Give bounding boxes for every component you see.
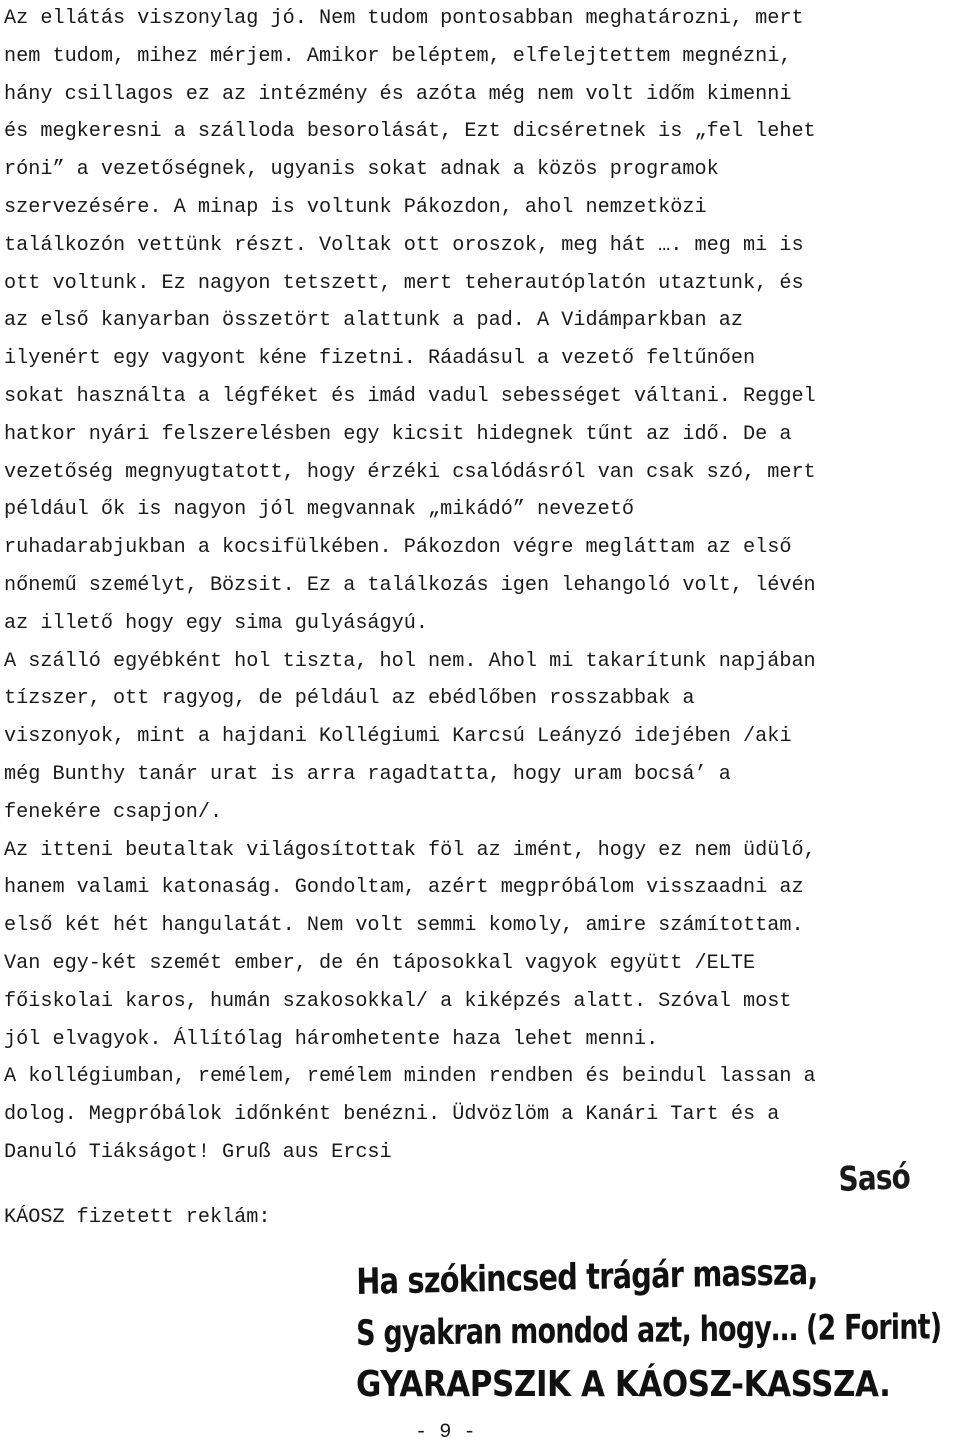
- body-line: nem tudom, mihez mérjem. Amikor beléptem, elfelejtettem megnézni,: [4, 44, 792, 68]
- ad-line: GYARAPSZIK A KÁOSZ-KASSZA.: [356, 1364, 891, 1405]
- body-line: ruhadarabjukban a kocsifülkében. Pákozdon végre megláttam az első: [4, 536, 792, 560]
- body-line: Az ellátás viszonylag jó. Nem tudom pontosabban meghatározni, mert: [4, 7, 804, 30]
- body-line: vezetőség megnyugtatott, hogy érzéki csalódásról van csak szó, mert: [4, 460, 816, 484]
- handwritten-ad: [356, 1251, 960, 1414]
- body-line: az első kanyarban összetört alattunk a pad. A Vidámparkban az: [4, 309, 743, 333]
- body-line: az illető hogy egy sima gulyáságyú.: [4, 611, 429, 635]
- body-line: ilyenért egy vagyont kéne fizetni. Ráadásul a vezető feltűnően: [4, 347, 756, 371]
- body-line: például ők is nagyon jól megvannak „mikádó” nevezető: [4, 498, 634, 522]
- body-line: tízszer, ott ragyog, de például az ebédlőben rosszabbak a: [4, 687, 695, 711]
- handwritten-signature: Sasó: [838, 1156, 911, 1200]
- body-line: ott voltunk. Ez nagyon tetszett, mert teherautóplatón utaztunk, és: [4, 271, 804, 295]
- body-line: első két hét hangulatát. Nem volt semmi komoly, amire számítottam.: [4, 914, 804, 938]
- body-line: Van egy-két szemét ember, de én táposokkal vagyok együtt /ELTE: [4, 951, 756, 975]
- body-line: viszonyok, mint a hajdani Kollégiumi Karcsú Leányzó idejében /aki: [4, 725, 792, 749]
- body-line: A kollégiumban, remélem, remélem minden rendben és beindul lassan a: [4, 1065, 816, 1089]
- body-line: hanem valami katonaság. Gondoltam, azért megpróbálom visszaadni az: [4, 876, 804, 900]
- body-line: hány csillagos ez az intézmény és azóta még nem volt időm kimenni: [4, 82, 792, 106]
- body-line: dolog. Megpróbálok időnként benézni. Üdvözlöm a Kanári Tart és a: [4, 1103, 780, 1127]
- body-line: még Bunthy tanár urat is arra ragadtatta, hogy uram bocsá’ a: [4, 762, 731, 786]
- body-line: Az itteni beutaltak világosítottak föl az imént, hogy ez nem üdülő,: [4, 838, 816, 862]
- body-line: fenekére csapjon/.: [4, 800, 223, 824]
- body-line: Danuló Tiákságot! Gruß aus Ercsi: [4, 1140, 392, 1164]
- body-line: sokat használta a légféket és imád vadul sebességet váltani. Reggel: [4, 384, 816, 408]
- ad-line: Ha szókincsed trágár massza,: [356, 1251, 818, 1303]
- body-line: hatkor nyári felszerelésben egy kicsit hidegnek tűnt az idő. De a: [4, 422, 792, 446]
- body-line: A szálló egyébként hol tiszta, hol nem. Ahol mi takarítunk napjában: [4, 649, 816, 673]
- body-text: [4, 0, 959, 1172]
- body-line: róni” a vezetőségnek, ugyanis sokat adnak a közös programok: [4, 158, 719, 182]
- body-line: szervezésére. A minap is voltunk Pákozdon, ahol nemzetközi: [4, 195, 707, 219]
- page-number: - 9 -: [415, 1421, 476, 1444]
- body-line: főiskolai karos, humán szakosokkal/ a kiképzés alatt. Szóval most: [4, 989, 792, 1013]
- ad-line: S gyakran mondod azt, hogy… (2 Forint): [356, 1307, 942, 1354]
- ad-label: KÁOSZ fizetett reklám:: [4, 1206, 271, 1229]
- body-line: találkozón vettünk részt. Voltak ott oroszok, meg hát …. meg mi is: [4, 233, 804, 257]
- body-line: és megkeresni a szálloda besorolását, Ezt dicséretnek is „fel lehet: [4, 120, 816, 144]
- body-line: nőnemű személyt, Bözsit. Ez a találkozás igen lehangoló volt, lévén: [4, 573, 816, 597]
- body-line: jól elvagyok. Állítólag háromhetente haza lehet menni.: [4, 1027, 659, 1051]
